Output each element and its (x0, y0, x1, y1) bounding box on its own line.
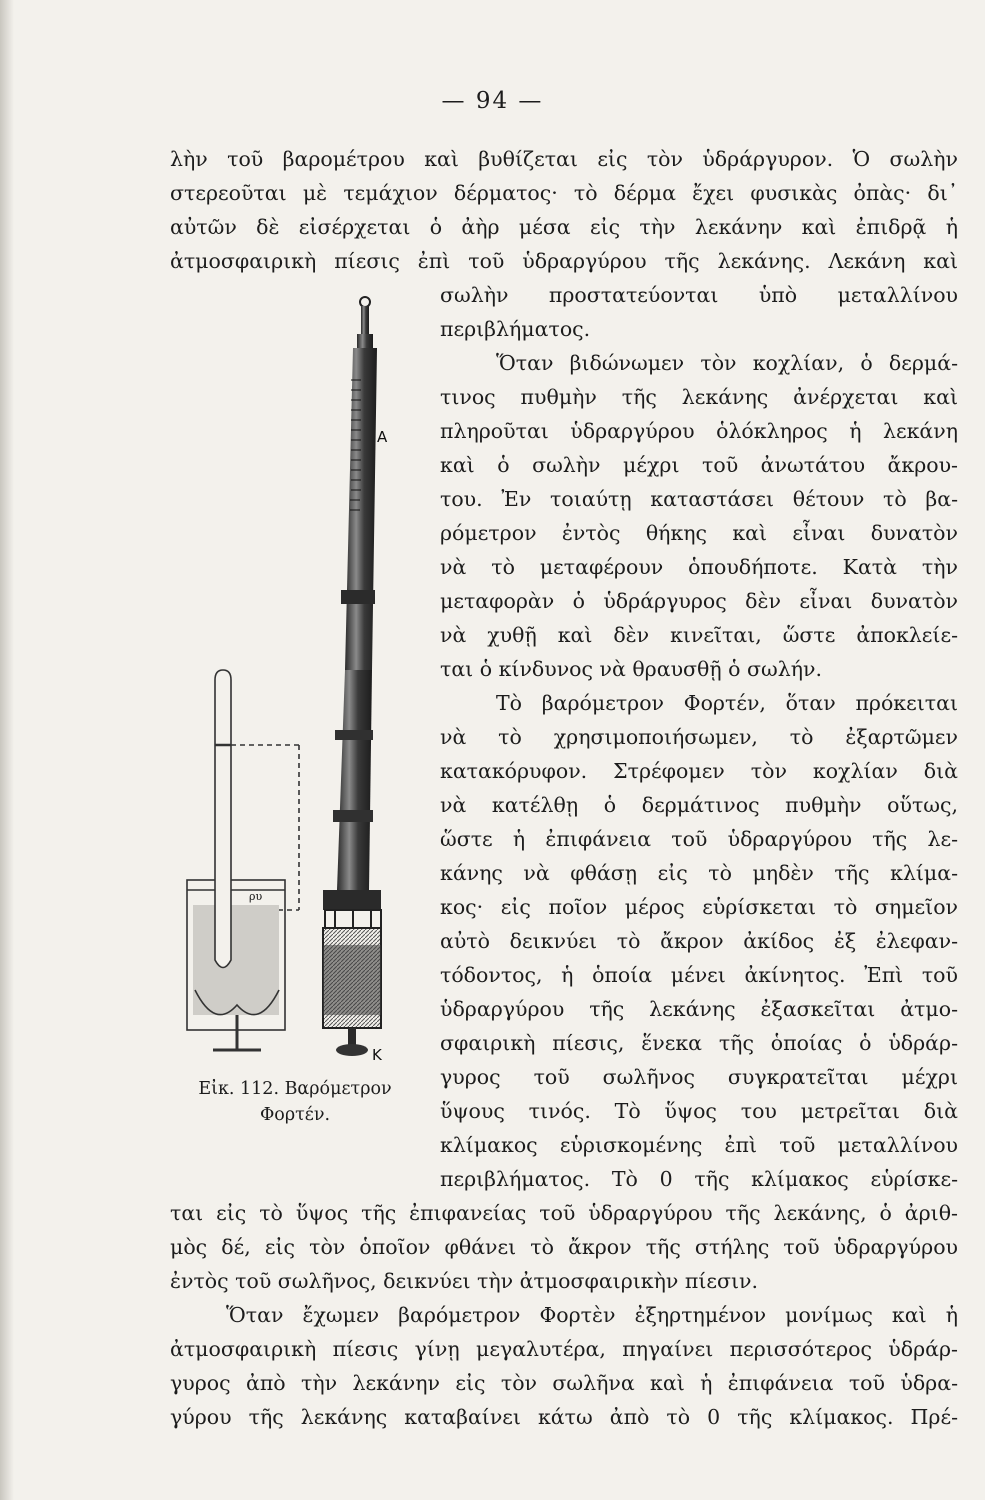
text-line: ρόμετρον ἐντὸς θήκης καὶ εἶναι δυνατὸν (440, 521, 958, 545)
page-number: — 94 — (441, 88, 544, 114)
text-line: κλίμακος εὑρισκομένης ἐπὶ τοῦ μεταλλίνου (440, 1133, 958, 1157)
text-line: τόδοντος, ἡ ὁποία μένει ἀκίνητος. Ἐπὶ τοῦ (440, 963, 958, 987)
text-line: κος· εἰς ποῖον μέρος εὑρίσκεται τὸ σημεῖον (440, 895, 958, 919)
text-line: ὕψους τινός. Τὸ ὕψος του μετρεῖται διὰ (440, 1099, 958, 1123)
page-edge-shadow (0, 0, 14, 1500)
text-line: ται εἰς τὸ ὕψος τῆς ἐπιφανείας τοῦ ὑδραργύρου τῆς λεκάνης, ὁ ἀριθ- (170, 1201, 958, 1225)
text-line: Τὸ βαρόμετρον Φορτέν, ὅταν πρόκειται (496, 691, 958, 715)
text-line: νὰ τὸ χρησιμοποιήσωμεν, τὸ ἐξαρτῶμεν (440, 725, 958, 749)
text-line: σφαιρικὴ πίεσις, ἕνεκα τῆς ὁποίας ὁ ὑδράρ- (440, 1031, 958, 1055)
text-line: περιβλήματος. (440, 317, 591, 341)
text-line: στερεοῦται μὲ τεμάχιον δέρματος· τὸ δέρμα ἔχει φυσικὰς ὀπὰς· δι᾿ (170, 181, 958, 205)
figure-caption-line1: Εἰκ. 112. Βαρόμετρον (198, 1079, 392, 1099)
text-line: ται ὁ κίνδυνος νὰ θραυσθῇ ὁ σωλήν. (440, 657, 822, 681)
text-line: πληροῦται ὑδραργύρου ὁλόκληρος ἡ λεκάνη (440, 419, 958, 443)
barometer-tube (323, 297, 381, 1056)
text-line: ὥστε ἡ ἐπιφάνεια τοῦ ὑδραργύρου τῆς λε- (440, 827, 958, 851)
text-line: του. Ἐν τοιαύτῃ καταστάσει θέτουν τὸ βα- (440, 487, 958, 511)
text-line: γυρος τοῦ σωλῆνος συγκρατεῖται μέχρι (440, 1065, 958, 1089)
text-line: νὰ τὸ μεταφέρουν ὁπουδήποτε. Κατὰ τὴν (440, 555, 958, 579)
cistern-diagram (187, 670, 299, 1050)
figure-label-small: ρυ (249, 890, 263, 903)
figure-caption-line2: Φορτέν. (259, 1105, 331, 1125)
text-line: ἀτμοσφαιρικὴ πίεσις γίνῃ μεγαλυτέρα, πηγαίνει περισσότερος ὑδράρ- (170, 1337, 958, 1361)
text-line: καὶ ὁ σωλὴν μέχρι τοῦ ἀνωτάτου ἄκρου- (440, 453, 958, 477)
text-line: Ὅταν βιδώνωμεν τὸν κοχλίαν, ὁ δερμά- (496, 351, 958, 375)
text-line: νὰ κατέλθῃ ὁ δερμάτινος πυθμὴν οὕτως, (440, 793, 958, 817)
barometer-illustration (165, 290, 435, 1070)
text-line: μεταφορὰν ὁ ὑδράργυρος δὲν εἶναι δυνατὸν (440, 589, 958, 613)
text-line: γυρος ἀπὸ τὴν λεκάνην εἰς τὸν σωλῆνα καὶ ἡ ἐπιφάνεια τοῦ ὑδρα- (170, 1371, 958, 1395)
figure-label-a: A (377, 428, 388, 446)
text-line: κάνης νὰ φθάσῃ εἰς τὸ μηδὲν τῆς κλίμα- (440, 861, 958, 885)
text-line: κατακόρυφον. Στρέφομεν τὸν κοχλίαν διὰ (440, 759, 958, 783)
text-line: ἐντὸς τοῦ σωλῆνος, δεικνύει τὴν ἀτμοσφαιρικὴν πίεσιν. (170, 1269, 759, 1293)
text-line: μὸς δέ, εἰς τὸν ὁποῖον φθάνει τὸ ἄκρον τῆς στήλης τοῦ ὑδραργύρου (170, 1235, 958, 1259)
text-line: γύρου τῆς λεκάνης καταβαίνει κάτω ἀπὸ τὸ 0 τῆς κλίμακος. Πρέ- (170, 1405, 958, 1429)
figure-label-k: K (372, 1046, 382, 1064)
text-line: τινος πυθμὴν τῆς λεκάνης ἀνέρχεται καὶ (440, 385, 958, 409)
barometer-figure (165, 290, 435, 1070)
text-line: αὐτῶν δὲ εἰσέρχεται ὁ ἀὴρ μέσα εἰς τὴν λεκάνην καὶ ἐπιδρᾷ ἡ (170, 215, 958, 239)
text-line: περιβλήματος. Τὸ 0 τῆς κλίμακος εὑρίσκε- (440, 1167, 958, 1191)
text-line: αὐτὸ δεικνύει τὸ ἄκρον ἀκίδος ἐξ ἐλεφαν- (440, 929, 958, 953)
text-line: νὰ χυθῇ καὶ δὲν κινεῖται, ὥστε ἀποκλείε- (440, 623, 958, 647)
text-line: λὴν τοῦ βαρομέτρου καὶ βυθίζεται εἰς τὸν ὑδράργυρον. Ὁ σωλὴν (170, 147, 958, 171)
text-line: ὑδραργύρου τῆς λεκάνης ἐξασκεῖται ἀτμο- (440, 997, 958, 1021)
text-line: σωλὴν προστατεύονται ὑπὸ μεταλλίνου (440, 283, 958, 307)
text-line: Ὅταν ἔχωμεν βαρόμετρον Φορτὲν ἐξηρτημένον μονίμως καὶ ἡ (226, 1303, 958, 1327)
text-line: ἀτμοσφαιρικὴ πίεσις ἐπὶ τοῦ ὑδραργύρου τῆς λεκάνης. Λεκάνη καὶ (170, 249, 958, 273)
